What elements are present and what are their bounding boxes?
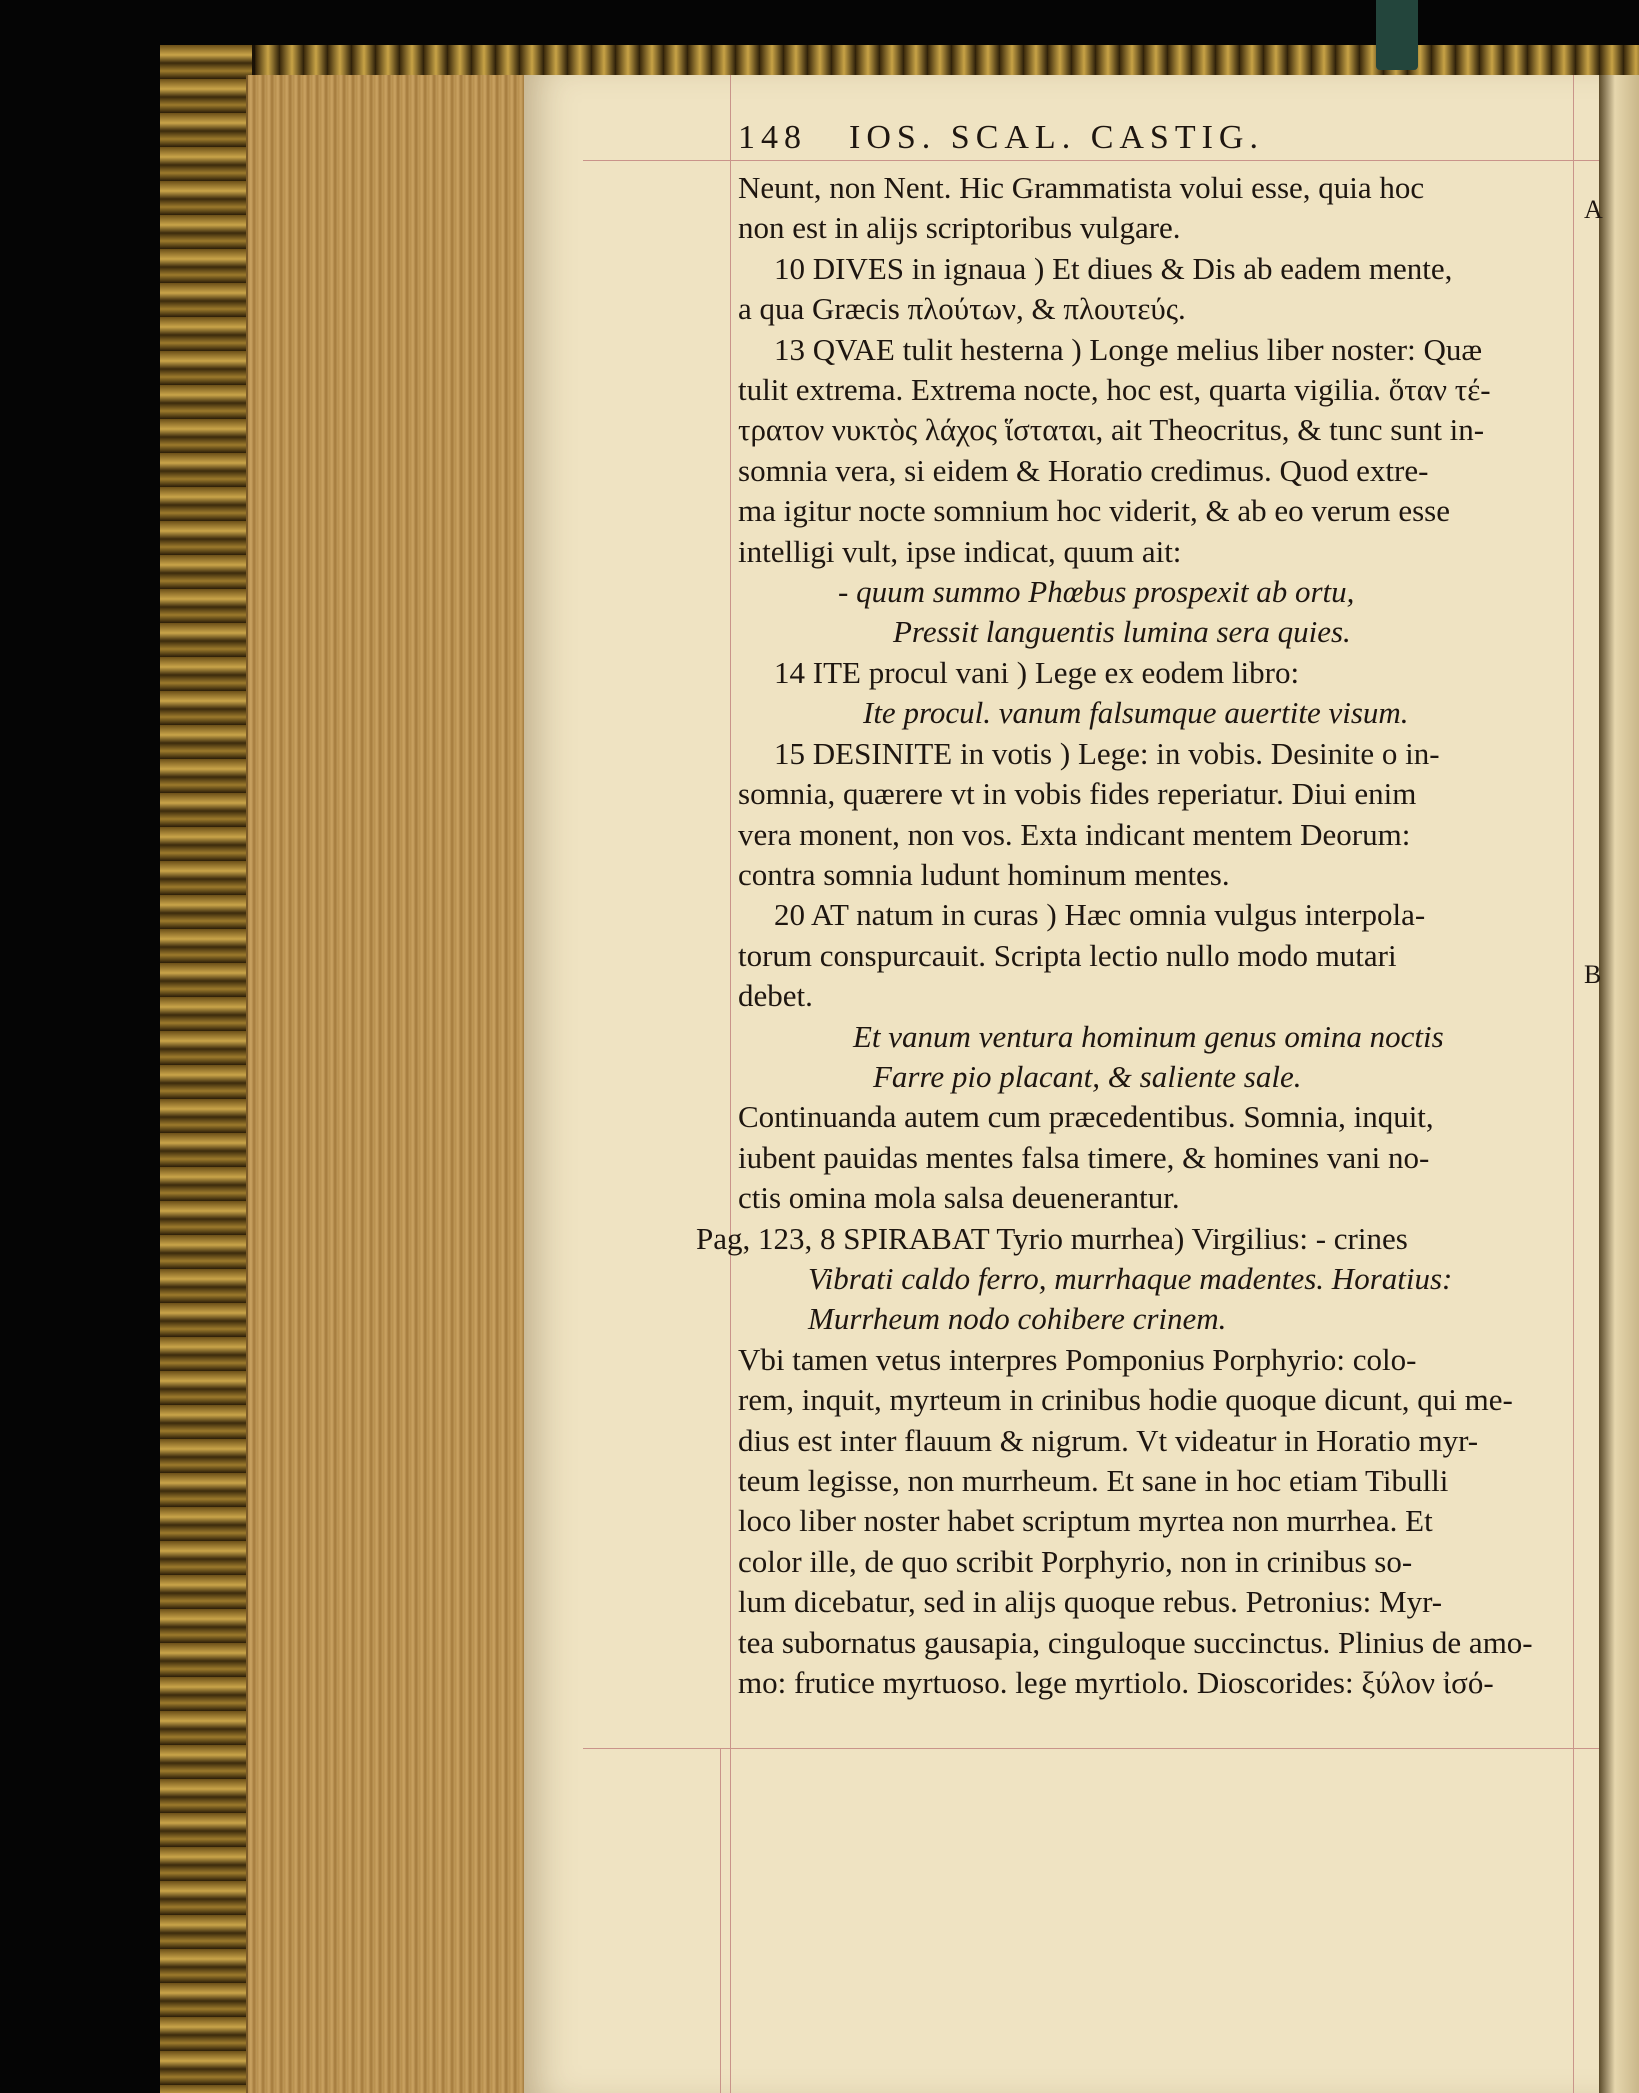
verse-line: - quum summo Phœbus prospexit ab ortu, [838,574,1355,610]
facing-page-edge [1599,75,1639,2093]
text-line: color ille, de quo scribit Porphyrio, non in crinibus so- [738,1543,1413,1579]
running-title: IOS. SCAL. CASTIG. [849,119,1264,156]
verse-line: Ite procul. vanum falsumque auertite visum. [863,695,1409,731]
book-cover-gilt-edge [160,45,255,2093]
text-line: teum legisse, non murrheum. Et sane in hoc etiam Tibulli [738,1463,1449,1498]
text-line: 10 DIVES in ignaua ) Et diues & Dis ab eadem mente, [774,250,1453,286]
text-line: 13 QVAE tulit hesterna ) Longe melius liber noster: Quæ [774,331,1483,367]
footer-rule [583,1748,1599,1749]
verse-line: Pressit languentis lumina sera quies. [893,614,1351,650]
text-line: rem, inquit, myrteum in crinibus hodie quoque dicunt, qui me- [738,1382,1513,1418]
margin-letter-a: A [1584,195,1603,224]
text-line: dius est inter flauum & nigrum. Vt videatur in Horatio myr- [738,1422,1479,1458]
text-line: somnia vera, si eidem & Horatio credimus. Quod extre- [738,452,1429,488]
footer-rule-vertical [720,1748,721,2093]
text-line: debet. [738,978,813,1014]
text-line: 14 ITE procul vani ) Lege ex eodem libro: [774,654,1300,690]
page-reference-line: Pag, 123, 8 SPIRABAT Tyrio murrhea) Virgilius: - crines [696,1220,1408,1256]
text-line: Neunt, non Nent. Hic Grammatista volui esse, quia hoc [738,170,1425,205]
page-number: 148 [738,119,807,156]
text-line: Vbi tamen vetus interpres Pomponius Porphyrio: colo- [738,1341,1417,1377]
text-line: loco liber noster habet scriptum myrtea non murrhea. Et [738,1503,1433,1539]
verse-line: Vibrati caldo ferro, murrhaque madentes. Horatius: [808,1260,1453,1296]
text-line: iubent pauidas mentes falsa timere, & homines vani no- [738,1139,1430,1175]
text-line: contra somnia ludunt hominum mentes. [738,856,1230,892]
page-block-edges [246,75,528,2093]
text-line: τρατον νυκτὸς λάχος ἵσταται, ait Theocritus, & tunc sunt in- [738,412,1485,448]
text-line: torum conspurcauit. Scripta lectio nullo modo mutari [738,937,1397,973]
text-line: ctis omina mola salsa deuenerantur. [738,1180,1180,1216]
verse-line: Farre pio placant, & saliente sale. [873,1058,1302,1094]
verse-line: Murrheum nodo cohibere crinem. [808,1301,1227,1337]
text-line: intelligi vult, ipse indicat, quum ait: [738,533,1182,569]
text-line: somnia, quærere vt in vobis fides reperiatur. Diui enim [738,776,1417,812]
margin-rule-left [730,75,731,2093]
text-line: Continuanda autem cum præcedentibus. Somnia, inquit, [738,1099,1434,1135]
text-line: mo: frutice myrtuoso. lege myrtiolo. Dioscorides: ξύλον ἰσό- [738,1665,1494,1701]
running-header [738,118,1568,166]
page-text [696,118,1568,1703]
text-line: ma igitur nocte somnium hoc viderit, & ab eo verum esse [738,493,1450,529]
text-line: non est in alijs scriptoribus vulgare. [738,210,1181,246]
verse-line: Et vanum ventura hominum genus omina noctis [853,1018,1444,1054]
margin-letter-b: B [1584,960,1602,989]
text-line: a qua Græcis πλούτων, & πλουτεύς. [738,291,1186,327]
text-line: tea subornatus gausapia, cinguloque succinctus. Plinius de amo- [738,1624,1533,1660]
text-line: vera monent, non vos. Exta indicant mentem Deorum: [738,816,1411,852]
text-line: 15 DESINITE in votis ) Lege: in vobis. Desinite o in- [774,735,1440,771]
bookmark-ribbon [1376,0,1418,70]
margin-rule-right [1573,75,1574,2093]
text-line: lum dicebatur, sed in alijs quoque rebus. Petronius: Myr- [738,1584,1443,1620]
text-line: tulit extrema. Extrema nocte, hoc est, quarta vigilia. ὅταν τέ- [738,372,1491,408]
text-line: 20 AT natum in curas ) Hæc omnia vulgus interpola- [774,897,1426,933]
